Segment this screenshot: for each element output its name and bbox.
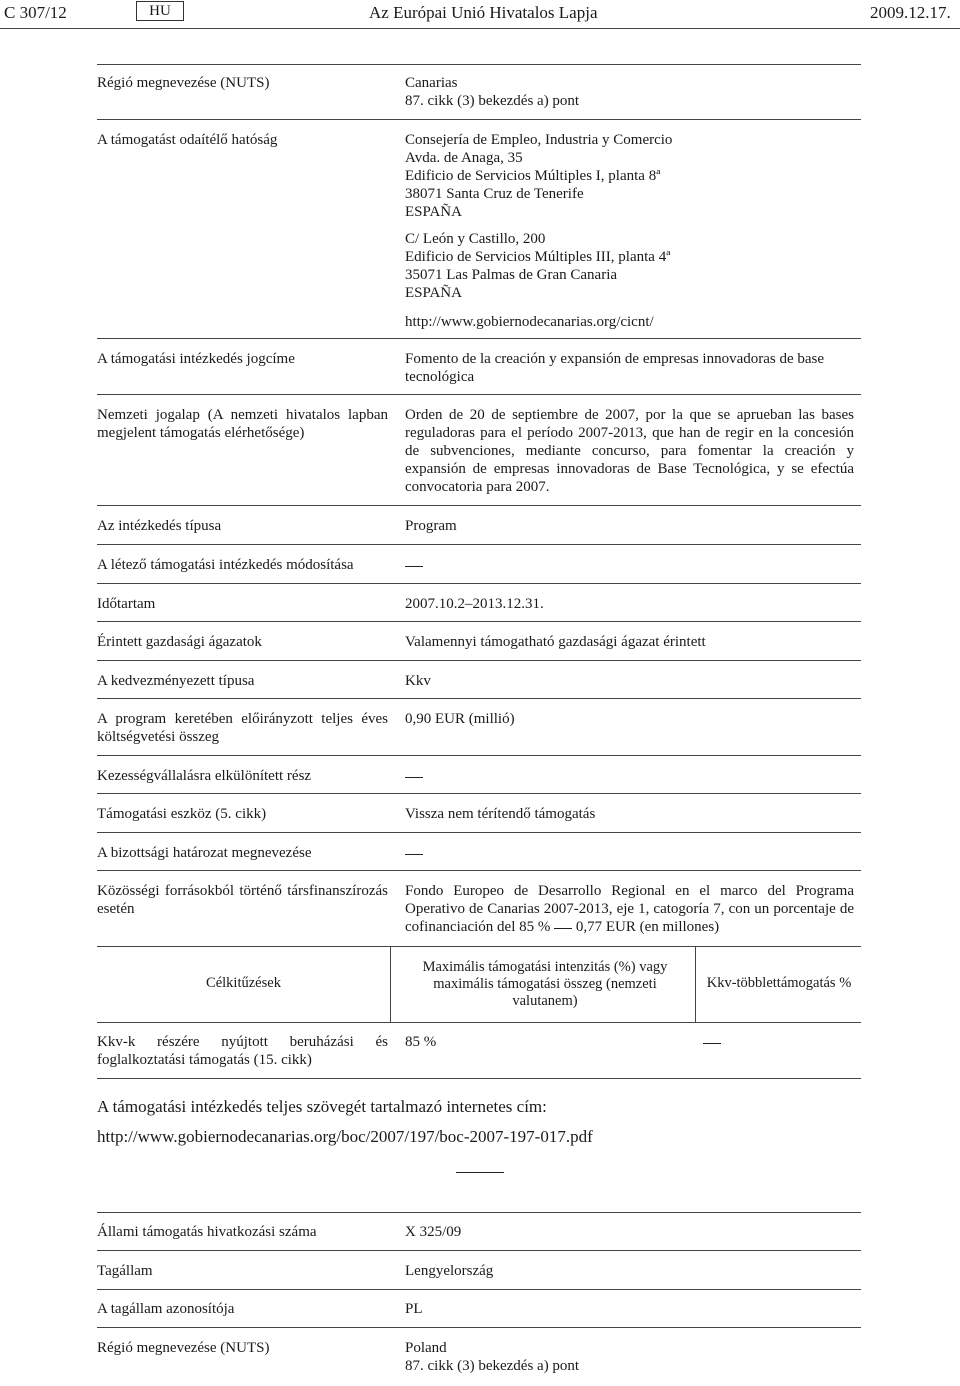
- region-label: Régió megnevezése (NUTS): [97, 75, 270, 91]
- budget-label: A program keretében előirányzott teljes éves költségvetési összeg: [97, 711, 388, 745]
- sme-bonus-header: Kkv-többlettámogatás %: [706, 975, 852, 991]
- aid-reference-label: Állami támogatás hivatkozási száma: [97, 1224, 317, 1240]
- row-rule: [97, 544, 861, 545]
- title-value: Fomento de la creación y expansión de empresas innovadoras de base tecnológica: [405, 351, 825, 385]
- authority-url[interactable]: http://www.gobiernodecanarias.org/cicnt/: [405, 314, 654, 330]
- instrument-label: Támogatási eszköz (5. cikk): [97, 806, 267, 822]
- journal-title: Az Európai Unió Hivatalos Lapja: [369, 3, 598, 22]
- column-rule: [695, 946, 696, 1022]
- budget-value: 0,90 EUR (millió): [405, 711, 515, 727]
- row-rule: [97, 583, 861, 584]
- legal-basis-label: Nemzeti jogalap (A nemzeti hivatalos lapban megjelent támogatás elérhetősége): [97, 407, 388, 441]
- row-rule: [97, 946, 861, 947]
- row-rule: [97, 698, 861, 699]
- row-rule: [97, 1327, 861, 1328]
- authority-label: A támogatást odaítélő hatóság: [97, 132, 278, 148]
- header-rule: [0, 28, 960, 29]
- fulltext-url[interactable]: http://www.gobiernodecanarias.org/boc/2007/197/boc-2007-197-017.pdf: [97, 1127, 593, 1146]
- row-rule: [97, 832, 861, 833]
- decision-value: [405, 844, 854, 862]
- authority-address-1: Consejería de Empleo, Industria y Comercio Avda. de Anaga, 35 Edificio de Servicios Múltiples I, planta 8ª 38071 Santa Cruz de Tenerife ESPAÑA: [405, 132, 673, 220]
- beneficiary-label: A kedvezményezett típusa: [97, 673, 255, 689]
- cofinancing-amount: 0,77 EUR (en millones): [575, 919, 720, 935]
- language-badge: HU: [136, 1, 184, 21]
- sme-aid-label: Kkv-k részére nyújtott beruházási és foglalkoztatási támogatás (15. cikk): [97, 1034, 388, 1068]
- sme-aid-bonus: [703, 1033, 853, 1051]
- row-rule: [97, 1289, 861, 1290]
- fulltext-label: A támogatási intézkedés teljes szövegét tartalmazó internetes cím:: [97, 1097, 547, 1116]
- max-intensity-header: Maximális támogatási intenzitás (%) vagy maximális támogatási összeg (nemzeti valutanem): [422, 959, 668, 1009]
- dash-mark: [405, 777, 423, 778]
- member-state-value: Lengyelország: [405, 1263, 494, 1279]
- record-separator: [456, 1172, 504, 1173]
- member-state-label: Tagállam: [97, 1263, 153, 1279]
- modification-label: A létező támogatási intézkedés módosítása: [97, 557, 354, 573]
- guarantee-label: Kezességvállalásra elkülönített rész: [97, 768, 312, 784]
- cofinancing-text: Fondo Europeo de Desarrollo Regional en el marco del Programa Operativo de Canarias 2007-2013, eje 1, catogoría 7, con un porcentaje de cofinanciación del 85 %: [405, 883, 854, 935]
- page-reference: C 307/12: [4, 3, 67, 22]
- decision-label: A bizottsági határozat megnevezése: [97, 845, 312, 861]
- row-rule: [97, 755, 861, 756]
- row-rule: [97, 660, 861, 661]
- legal-basis-value: Orden de 20 de septiembre de 2007, por la que se aprueban las bases reguladoras para el período 2007-2013, que han de regir en la concesión de subvenciones, mediante concurso, para fomentar la creación y expansión de empresas innovadoras de Base Tecnológica, y se efectúa convocatoria para 2007.: [405, 407, 854, 495]
- publication-date: 2009.12.17.: [870, 3, 951, 22]
- title-label: A támogatási intézkedés jogcíme: [97, 351, 295, 367]
- cofinancing-label: Közösségi forrásokból történő társfinanszírozás esetén: [97, 883, 388, 917]
- beneficiary-value: Kkv: [405, 673, 431, 689]
- instrument-value: Vissza nem térítendő támogatás: [405, 806, 596, 822]
- region-value-2: Poland 87. cikk (3) bekezdés a) pont: [405, 1340, 580, 1374]
- modification-value: [405, 556, 854, 574]
- authority-address-2: C/ León y Castillo, 200 Edificio de Servicios Múltiples III, planta 4ª 35071 Las Palmas de Gran Canaria ESPAÑA: [405, 231, 671, 301]
- row-rule: [97, 1250, 861, 1251]
- aid-reference-value: X 325/09: [405, 1224, 462, 1240]
- row-rule: [97, 621, 861, 622]
- table-top-rule: [97, 1212, 861, 1213]
- duration-value: 2007.10.2–2013.12.31.: [405, 596, 544, 612]
- duration-label: Időtartam: [97, 596, 156, 612]
- sectors-label: Érintett gazdasági ágazatok: [97, 634, 262, 650]
- page-header: [0, 0, 960, 28]
- guarantee-value: [405, 767, 854, 785]
- row-rule: [97, 119, 861, 120]
- row-rule: [97, 793, 861, 794]
- measure-type-value: Program: [405, 518, 457, 534]
- objectives-header: Célkitűzések: [206, 975, 281, 991]
- measure-type-label: Az intézkedés típusa: [97, 518, 222, 534]
- cofinancing-value: [405, 882, 854, 936]
- row-rule: [97, 394, 861, 395]
- region-label-2: Régió megnevezése (NUTS): [97, 1340, 270, 1356]
- table-top-rule: [97, 64, 861, 65]
- dash-mark: [703, 1043, 721, 1044]
- dash-mark: [405, 566, 423, 567]
- region-value: Canarias 87. cikk (3) bekezdés a) pont: [405, 75, 580, 109]
- row-rule: [97, 1078, 861, 1079]
- sme-aid-max: 85 %: [405, 1034, 437, 1050]
- member-state-id-value: PL: [405, 1301, 423, 1317]
- column-rule: [390, 946, 391, 1022]
- row-rule: [97, 338, 861, 339]
- row-rule: [97, 870, 861, 871]
- member-state-id-label: A tagállam azonosítója: [97, 1301, 235, 1317]
- row-rule: [97, 505, 861, 506]
- row-rule: [97, 1022, 861, 1023]
- sectors-value: Valamennyi támogatható gazdasági ágazat érintett: [405, 634, 706, 650]
- dash-mark: [405, 854, 423, 855]
- dash-mark: [554, 928, 572, 929]
